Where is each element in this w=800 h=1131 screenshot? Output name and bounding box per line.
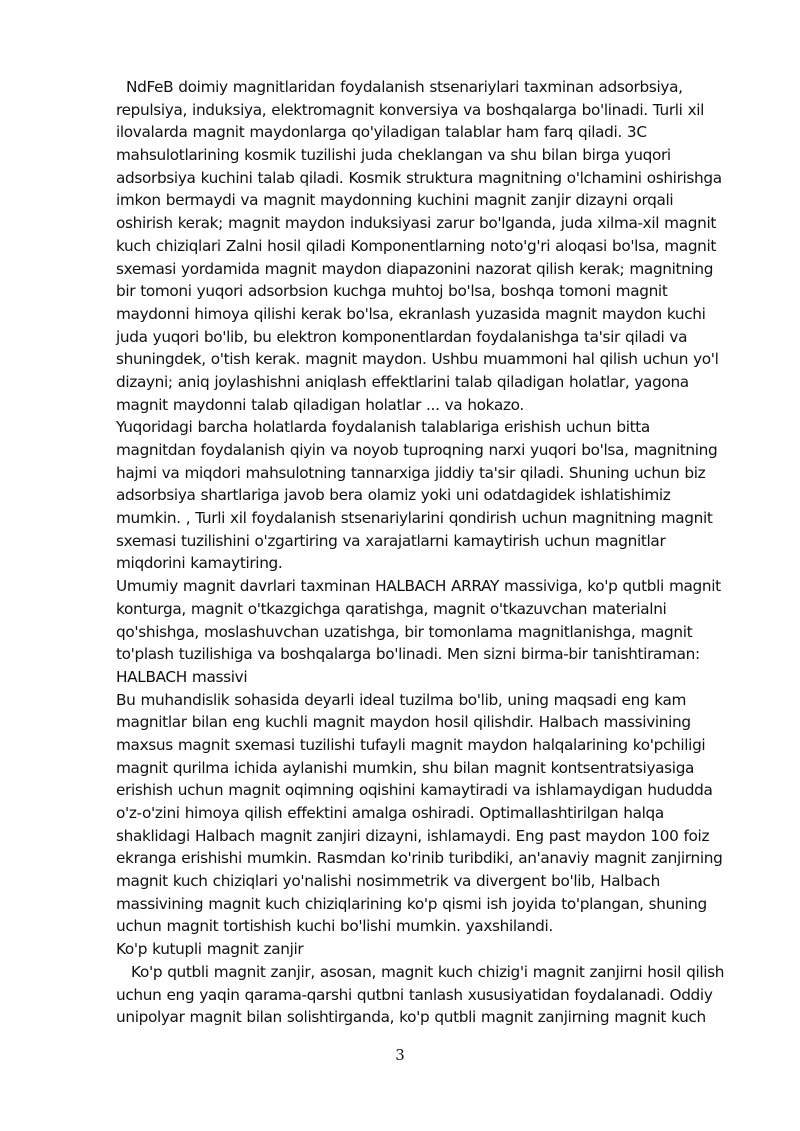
text-line: miqdorini kamaytiring. bbox=[116, 554, 283, 573]
text-line: konturga, magnit o'tkazgichga qaratishga, magnit o'tkazuvchan materialni bbox=[116, 599, 667, 618]
text-line: ekranga erishishi mumkin. Rasmdan ko'rinib turibdiki, an'anaviy magnit zanjirning bbox=[116, 849, 723, 868]
text-line: qo'shishga, moslashuvchan uzatishga, bir tomonlama magnitlanishga, magnit bbox=[116, 622, 693, 641]
text-line: bir tomoni yuqori adsorbsion kuchga muhtoj bo'lsa, boshqa tomoni magnit bbox=[116, 282, 668, 301]
text-line: uchun eng yaqin qarama-qarshi qutbni tanlash xususiyatidan foydalanadi. Oddiy bbox=[116, 985, 713, 1004]
text-line: HALBACH massivi bbox=[116, 667, 248, 686]
text-line: unipolyar magnit bilan solishtirganda, ko'p qutbli magnit zanjirning magnit kuch bbox=[116, 1008, 706, 1027]
text-line: magnitdan foydalanish qiyin va noyob tuproqning narxi yuqori bo'lsa, magnitning bbox=[116, 441, 718, 459]
text-line: massivining magnit kuch chiziqlarining ko'p qismi ish joyida to'plangan, shuning bbox=[116, 894, 707, 913]
text-line: adsorbsiya kuchini talab qiladi. Kosmik struktura magnitning o'lchamini oshirishga bbox=[116, 168, 722, 187]
text-line: Bu muhandislik sohasida deyarli ideal tuzilma bo'lib, uning maqsadi eng kam bbox=[116, 690, 687, 709]
text-line: erishish uchun magnit oqimning oqishini kamaytiradi va ishlamaydigan hududda bbox=[116, 781, 713, 800]
text-line: sxemasi tuzilishini o'zgartiring va xarajatlarni kamaytirish uchun magnitlar bbox=[116, 531, 666, 550]
text-line: juda yuqori bo'lib, bu elektron komponentlardan foydalanishga ta'sir qiladi va bbox=[116, 327, 688, 346]
text-line: dizayni; aniq joylashishni aniqlash effektlarini talab qiladigan holatlar, yagona bbox=[116, 372, 689, 391]
text-line: Ko'p kutupli magnit zanjir bbox=[116, 940, 304, 959]
text-line: magnit maydonni talab qiladigan holatlar ... va hokazo. bbox=[116, 395, 524, 414]
text-line: magnit kuch chiziqlari yo'nalishi nosimmetrik va divergent bo'lib, Halbach bbox=[116, 872, 660, 891]
text-line: maxsus magnit sxemasi tuzilishi tufayli magnit maydon halqalarining ko'pchiligi bbox=[116, 735, 706, 754]
text-line: hajmi va miqdori mahsulotning tannarxiga jiddiy ta'sir qiladi. Shuning uchun biz bbox=[116, 463, 706, 482]
text-line: repulsiya, induksiya, elektromagnit konversiya va boshqalarga bo'linadi. Turli xil bbox=[116, 100, 705, 119]
text-line: Umumiy magnit davrlari taxminan HALBACH ARRAY massiviga, ko'p qutbli magnit bbox=[116, 577, 721, 596]
text-line: magnit qurilma ichida aylanishi mumkin, shu bilan magnit kontsentratsiyasiga bbox=[116, 758, 695, 777]
page-number: 3 bbox=[395, 1046, 405, 1064]
text-line: magnitlar bilan eng kuchli magnit maydon hosil qilishdir. Halbach massivining bbox=[116, 713, 691, 732]
text-line: uchun magnit tortishish kuchi bo'lishi mumkin. yaxshilandi. bbox=[116, 917, 553, 936]
text-line: mumkin. , Turli xil foydalanish stsenariylarini qondirish uchun magnitning magnit bbox=[116, 509, 713, 528]
text-line: sxemasi yordamida magnit maydon diapazonini nazorat qilish kerak; magnitning bbox=[116, 259, 714, 278]
text-line: maydonni himoya qilishi kerak bo'lsa, ekranlash yuzasida magnit maydon kuchi bbox=[116, 304, 706, 323]
text-line: NdFeB doimiy magnitlaridan foydalanish stsenariylari taxminan adsorbsiya, bbox=[116, 78, 683, 96]
text-line: mahsulotlarining kosmik tuzilishi juda cheklangan va shu bilan birga yuqori bbox=[116, 146, 671, 165]
text-line: Yuqoridagi barcha holatlarda foydalanish talablariga erishish uchun bitta bbox=[116, 418, 650, 437]
text-line: ilovalarda magnit maydonlarga qo'yiladigan talablar ham farq qiladi. 3C bbox=[116, 123, 647, 142]
text-line: kuch chiziqlari Zalni hosil qiladi Komponentlarning noto'g'ri aloqasi bo'lsa, magnit bbox=[116, 236, 717, 255]
text-line: to'plash tuzilishiga va boshqalarga bo'linadi. Men sizni birma-bir tanishtiraman: bbox=[116, 645, 700, 664]
text-line: imkon bermaydi va magnit maydonning kuchini magnit zanjir dizayni orqali bbox=[116, 191, 674, 210]
text-line: shaklidagi Halbach magnit zanjiri dizayni, ishlamaydi. Eng past maydon 100 foiz bbox=[116, 826, 710, 845]
document-body bbox=[116, 76, 736, 1029]
text-line: shuningdek, o'tish kerak. magnit maydon. Ushbu muammoni hal qilish uchun yo'l bbox=[116, 350, 719, 369]
text-line: Ko'p qutbli magnit zanjir, asosan, magnit kuch chizig'i magnit zanjirni hosil qilish bbox=[116, 962, 725, 981]
text-line: adsorbsiya shartlariga javob bera olamiz yoki uni odatdagidek ishlatishimiz bbox=[116, 486, 671, 505]
text-line: o'z-o'zini himoya qilish effektini amalga oshiradi. Optimallashtirilgan halqa bbox=[116, 804, 664, 822]
text-line: oshirish kerak; magnit maydon induksiyasi zarur bo'lganda, juda xilma-xil magnit bbox=[116, 214, 717, 233]
